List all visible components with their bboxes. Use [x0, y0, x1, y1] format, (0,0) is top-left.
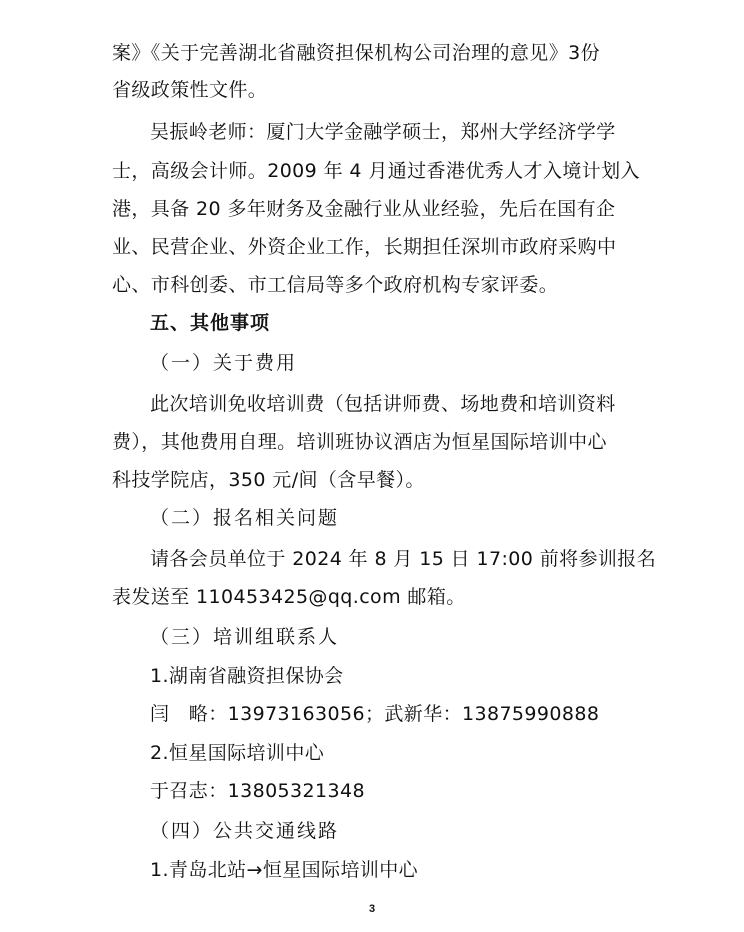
body-text-line: 心、市科创委、市工信局等多个政府机构专家评委。	[112, 274, 559, 296]
body-text-line: 费），其他费用自理。培训班协议酒店为恒星国际培训中心	[112, 431, 607, 453]
body-text-line: 业、民营企业、外资企业工作，长期担任深圳市政府采购中	[112, 236, 617, 258]
section-heading: 五、其他事项	[150, 312, 271, 334]
body-text-line: 港，具备 20 多年财务及金融行业从业经验，先后在国有企	[112, 198, 616, 220]
contact-org: 2.恒星国际培训中心	[150, 742, 325, 764]
body-text-line: 表发送至 110453425@qq.com 邮箱。	[112, 586, 466, 608]
route-item: 1.青岛北站→恒星国际培训中心	[150, 859, 419, 881]
body-text-line: 案》《关于完善湖北省融资担保机构公司治理的意见》3份	[112, 42, 600, 64]
subsection-heading: （四）公共交通线路	[150, 820, 340, 842]
subsection-heading: （二）报名相关问题	[150, 507, 340, 529]
body-text-line: 请各会员单位于 2024 年 8 月 15 日 17:00 前将参训报名	[150, 548, 657, 570]
subsection-heading: （三）培训组联系人	[150, 626, 340, 648]
body-text-line: 吴振岭老师：厦门大学金融学硕士，郑州大学经济学学	[150, 121, 616, 143]
subsection-heading: （一）关于费用	[150, 352, 298, 374]
contact-persons: 闫 略：13973163056；武新华：13875990888	[150, 703, 600, 725]
page-number: 3	[368, 903, 376, 915]
body-text-line: 此次培训免收培训费（包括讲师费、场地费和培训资料	[150, 393, 616, 415]
body-text-line: 士，高级会计师。2009 年 4 月通过香港优秀人才入境计划入	[112, 160, 640, 182]
body-text-line: 省级政策性文件。	[112, 79, 268, 101]
contact-org: 1.湖南省融资担保协会	[150, 665, 344, 687]
contact-persons: 于召志：13805321348	[150, 780, 365, 802]
body-text-line: 科技学院店，350 元/间（含早餐）。	[112, 469, 425, 491]
